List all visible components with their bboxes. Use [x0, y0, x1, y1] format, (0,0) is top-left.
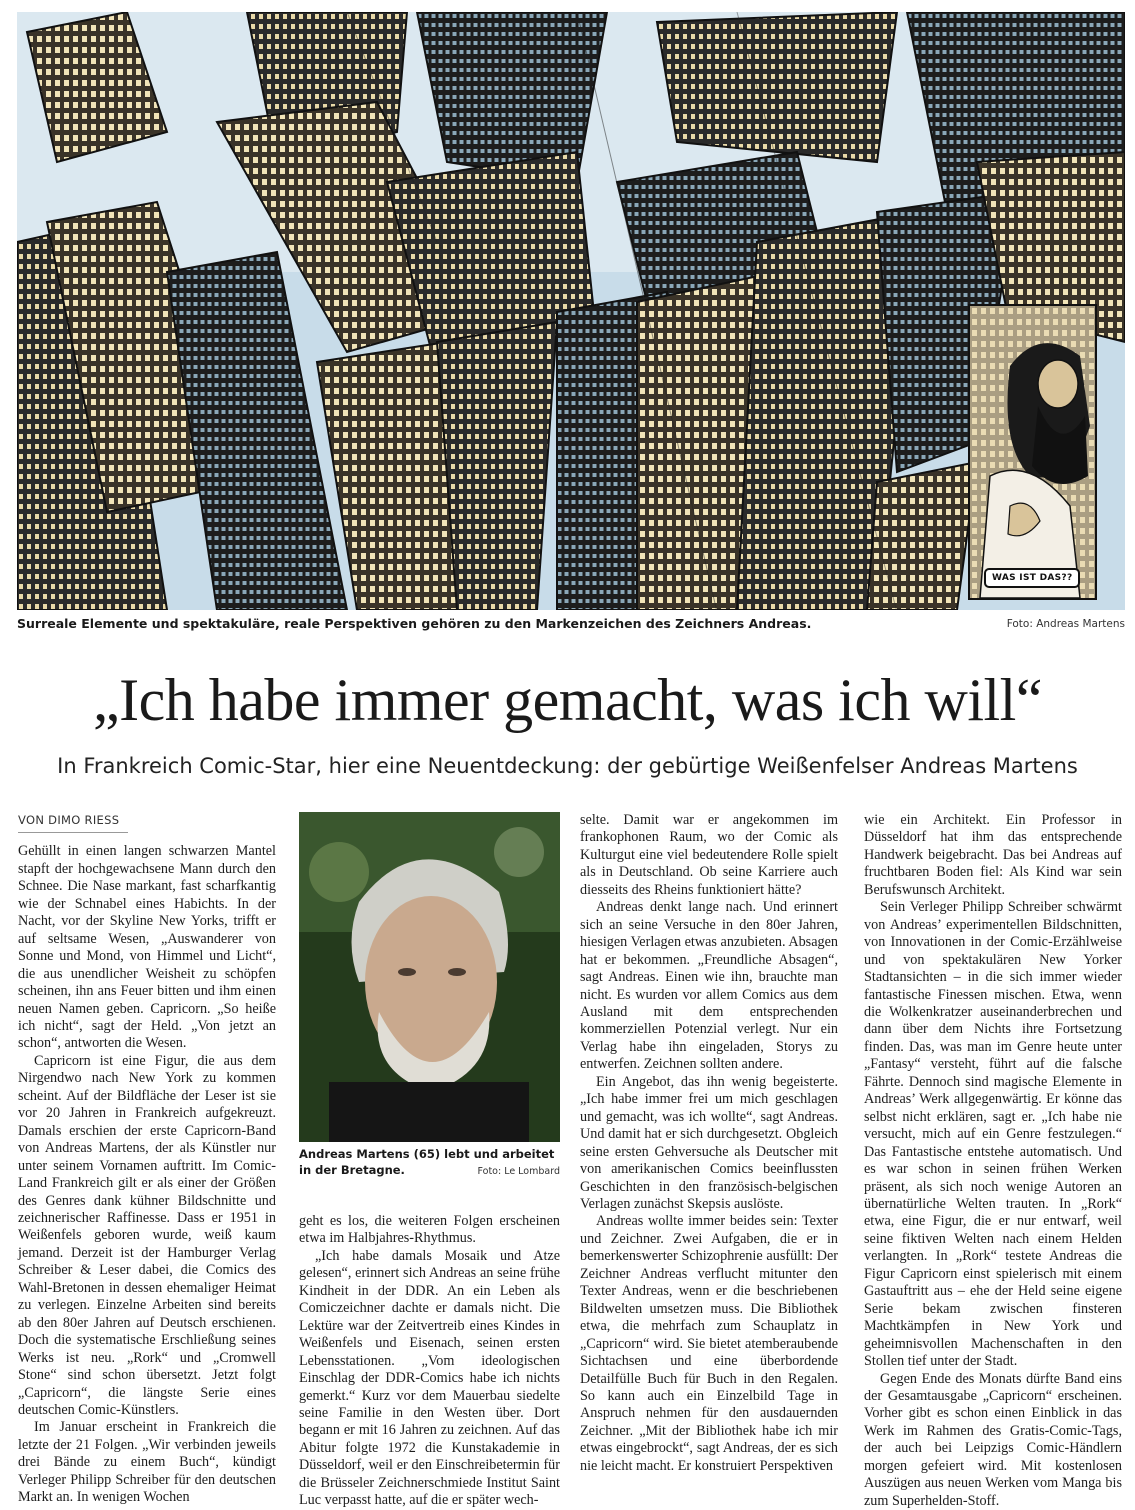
paragraph: „Ich habe damals Mosaik und Atze gelesen“, erinnert sich Andreas an seine frühe Kindheit in der DDR. An ein Leben als Comiczeichner dachte er damals nicht. Die Lektüre war der Zeitvertreib eines Kindes in Weißenfels und Eisenach, seinen ersten Lebensstationen. „Vom ideologischen Einschlag der DDR-Comics habe ich nichts gemerkt.“ Kurz vor dem Mauerbau siedelte seine Familie in den Westen über. Dort begann er mit 16 Jahren zu zeichnen. Auf das Abitur folgte 1972 die Kunstakademie in Düsseldorf, weil er den Einschreibetermin für die Brüsseler Zeichnerschmiede Institut Saint Luc verpasst hatte, auf die er später wech- — [299, 1248, 560, 1510]
speech-bubble: WAS IST DAS?? — [984, 568, 1080, 588]
comic-panel-inset — [968, 304, 1097, 600]
portrait-man-image — [299, 812, 560, 1142]
skyscraper-illustration — [17, 12, 1125, 610]
paragraph: Sein Verleger Philipp Schreiber schwärmt von Andreas’ experimentellen Bildschnitten, von Innovationen in der Comic-Erzählweise und von spektakulären New Yorker Stadtansichten – in die sich immer wieder fantastische Finessen mischen. Etwa, wenn die Wolkenkratzer auseinanderbrechen und dann über dem Nichts ihre Fortsetzung finden. Das, was man im Genre heute unter „Fantasy“ versteht, führt auf die falsche Fährte. Dennoch sind magische Elemente in Andreas’ Werk allgegenwärtig. Er könne das selbst nicht erklären, sagt er. „Ich habe nie versucht, mich auf ein Genre festzulegen.“ Das Fantastische entstehe automatisch. Und es war schon in seinen frühen Werken präsent, als sich noch wenige Autoren an übernatürliche Welten trauten. In „Rork“ etwa, eine Figur, die er nur entwarf, weil seine fiktiven Welten nach einem Helden verlangten. In „Rork“ testete Andreas die Figur Capricorn einst spielerisch mit einem Gastauftritt aus – ehe der Held seine eigene Serie bekam zwischen finsteren Machtkämpfen in New York und geheimnisvollen Machenschaften in den Stollen tief unter der Stadt. — [864, 899, 1122, 1370]
article-column-3 — [580, 812, 838, 1475]
paragraph: wie ein Architekt. Ein Professor in Düsseldorf hat ihm das entsprechende Handwerk beigebracht. Das bei Andreas auf fruchtbaren Boden fiel: Als Kind war sein Berufswunsch Architekt. — [864, 812, 1122, 899]
portrait-caption-block — [299, 1146, 560, 1180]
paragraph: Ein Angebot, das ihn wenig begeisterte. „Ich habe immer frei um mich geschlagen und gemacht, was ich wollte“, sagt Andreas. Und damit hat er sich durchgesetzt. Obgleich seine ersten Gehversuche als Deutscher mit von amerikanischen Comics beeinflussten Geschichten in den französisch-belgischen Verlagen zunächst Skepsis auslöste. — [580, 1074, 838, 1214]
headline: „Ich habe immer gemacht, was ich will“ — [0, 664, 1135, 736]
portrait-photo — [299, 812, 560, 1142]
paragraph: Gegen Ende des Monats dürfte Band eins der Gesamtausgabe „Capricorn“ erscheinen. Vorher gibt es schon einen Einblick in das Werk im Rahmen des Gratis-Comic-Tags, der auch bei Leipzigs Comic-Händlern morgen gefeiert wird. Mit kostenlosen Auszügen aus neuen Werken vom Manga bis zum Superhelden-Stoff. — [864, 1371, 1122, 1510]
paragraph: geht es los, die weiteren Folgen erscheinen etwa im Halbjahres-Rhythmus. — [299, 1213, 560, 1248]
portrait-caption: Andreas Martens (65) lebt und arbeitet in der Bretagne. — [299, 1147, 554, 1177]
paragraph: Capricorn ist eine Figur, die aus dem Nirgendwo nach New York zu kommen scheint. Auf der Bildfläche der Leser ist sie vor 20 Jahren in Frankreich aufgekreuzt. Damals erschien der erste Capricorn-Band von Andreas Martens, der als Künstler nur unter seinem Vornamen auftritt. Im Comic-Land Frankreich gilt er als einer der Größen des Genres dank kühner Bildschnitte und zeichnerischer Raffinesse. Dass er 1951 in Weißenfels geboren wurde, weiß kaum jemand. Derzeit ist der Hamburger Verlag Schreiber & Leser dabei, die Comics des Wahl-Bretonen in dessen ehemaliger Heimat zu verlegen. Einzelne Arbeiten sind bereits ab den 80er Jahren auf Deutsch erschienen. Doch die systematische Erschließung seines Werks ist neu. „Rork“ und „Cromwell Stone“ sind schon übersetzt. Jetzt folgt „Capricorn“, die längste Serie eines deutschen Comic-Künstlers. — [18, 1053, 276, 1420]
portrait-photo-credit: Foto: Le Lombard — [478, 1164, 561, 1180]
byline: VON DIMO RIESS — [18, 812, 128, 833]
bearded-man-figure — [970, 306, 1095, 598]
paragraph: Im Januar erscheint in Frankreich die letzte der 21 Folgen. „Wir verbinden jeweils drei Bände zu einem Buch“, kündigt Verleger Philipp Schreiber für den deutschen Markt an. In wenigen Wochen — [18, 1419, 276, 1506]
hero-caption-row — [17, 614, 1125, 634]
subheadline: In Frankreich Comic-Star, hier eine Neuentdeckung: der gebürtige Weißenfelser Andreas Martens — [0, 751, 1135, 781]
paragraph: selte. Damit war er angekommen im frankophonen Raum, wo der Comic als Kulturgut eine viel bedeutendere Rolle spielt als in Deutschland. Ob seine Karriere auch diesseits des Rheins funktioniert hätte? — [580, 812, 838, 899]
hero-photo-credit: Foto: Andreas Martens — [1007, 618, 1125, 630]
article-column-4 — [864, 812, 1122, 1510]
hero-illustration — [17, 12, 1125, 610]
article-column-1 — [18, 812, 276, 1507]
paragraph: Andreas denkt lange nach. Und erinnert sich an seine Versuche in den 80er Jahren, hiesigen Verlagen etwas anzubieten. Absagen hat er bekommen. „Freundliche Absagen“, sagt Andreas. Einen wie ihn, brauchte man nicht. Es wurden vor allem Comics aus dem Ausland mit dem entsprechenden kommerziellen Potenzial verlegt. Nur ein Verlag habe ihn eingeladen, Storys zu entwerfen. Zeichnen sollten andere. — [580, 899, 838, 1074]
paragraph: Gehüllt in einen langen schwarzen Mantel stapft der hochgewachsene Mann durch den Schnee. Die Nase markant, fast scharfkantig wie der Schnabel eines Habichts. In der Nacht, vor der Skyline New Yorks, trifft er auf seltsame Wesen, „Auswanderer von Sonne und Mond, von Himmel und Licht“, die aus unendlicher Weisheit zu schöpfen scheinen, ihn ans Feuer bitten und ihm einen neuen Namen geben. Capricorn. „So heiße ich nicht“, sagt der Held. „Von jetzt an schon“, antworten die Wesen. — [18, 843, 276, 1052]
paragraph: Andreas wollte immer beides sein: Texter und Zeichner. Zwei Aufgaben, die er in bemerkenswerter Schizophrenie ausfüllt: Der Zeichner Andreas verflucht mitunter den Texter Andreas, wenn er die beschriebenen Bildwelten umsetzen muss. Die Bibliothek etwa, die mehrfach zum Schauplatz in „Capricorn“ wird. Sie bietet atemberaubende Sichtachsen und eine überbordende Detailfülle Buch für Buch in den Regalen. So kann auch ein Einzelbild Tage in Anspruch nehmen für den ausdauernden Zeichner. „Mit der Bibliothek habe ich mir etwas eingebrockt“, sagt Andreas, der es sich nie leicht macht. Er konstruiert Perspektiven — [580, 1213, 838, 1475]
article-column-2 — [299, 1213, 560, 1510]
hero-caption: Surreale Elemente und spektakuläre, reale Perspektiven gehören zu den Markenzeichen des Zeichners Andreas. — [17, 616, 811, 631]
